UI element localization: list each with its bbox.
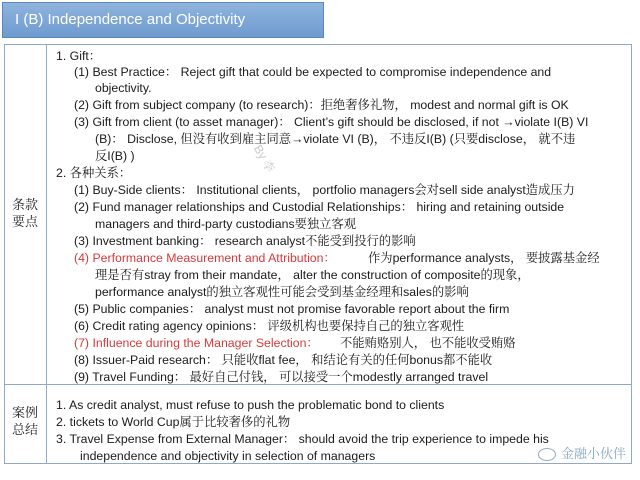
list-item: (5) Public companies： analyst must not promise favorable report about the firm [74, 302, 510, 316]
list-item: 2. 各种关系： [56, 166, 132, 180]
list-item: performance analyst的独立客观性可能会受到基金经理和sales的影响 [95, 285, 469, 299]
clause-label-line-1: 条款 [11, 197, 38, 212]
case-item: 2. tickets to World Cup属于比较奢侈的礼物 [56, 415, 291, 429]
list-item: (2) Fund manager relationships and Custodial Relationships： hiring and retaining outside [74, 200, 565, 214]
list-item: 作为performance analysts， 要披露基金经 [368, 251, 600, 265]
list-item: 理是否有stray from their mandate， alter the construction of composite的现象， [95, 268, 530, 282]
case-item: independence and objectivity in selection of managers [80, 449, 376, 463]
watermark: By 李 [250, 142, 278, 175]
list-item: (6) Credit rating agency opinions： 评级机构也要保持自己的独立客观性 [74, 319, 465, 333]
list-item: managers and third-party custodians要独立客观 [95, 217, 357, 231]
clause-label [4, 196, 46, 230]
label-column-divider [46, 44, 47, 464]
list-item: 不能贿赂别人， 也不能收受贿赂 [340, 336, 516, 350]
cases-label-line-2: 总结 [11, 422, 38, 437]
case-item: 3. Travel Expense from External Manager： should avoid the trip experience to impede his [56, 432, 549, 446]
brand-text: 金融小伙伴 [560, 446, 626, 461]
page-title: I (B) Independence and Objectivity [2, 2, 324, 38]
list-item: (8) Issuer-Paid research： 只能收flat fee， 和结论有关的任何bonus都不能收 [74, 353, 493, 367]
list-item: objectivity. [95, 81, 152, 95]
cases-label [4, 404, 46, 438]
list-item: (9) Travel Funding： 最好自己付钱， 可以接受一个modestly arranged travel [74, 370, 489, 384]
case-item: 1. As credit analyst, must refuse to push the problematic bond to clients [56, 398, 445, 412]
list-item: (1) Buy-Side clients： Institutional clients， portfolio managers会对sell side analyst造成压力 [74, 183, 575, 197]
list-item: (B)： Disclose, 但没有收到雇主同意→violate VI (B)， 不违反I(B) (只要disclose， 就不违 [95, 132, 576, 146]
list-item: (3) Investment banking： research analyst不能受到投行的影响 [74, 234, 416, 248]
clause-label-line-2: 要点 [11, 214, 38, 229]
list-item: (3) Gift from client (to asset manager)： Client’s gift should be disclosed, if not →violate I(B) VI [74, 115, 589, 129]
chat-bubble-icon [538, 448, 556, 461]
list-item-highlighted: (7) Influence during the Manager Selection： [74, 336, 319, 350]
brand-watermark [538, 443, 626, 462]
list-item: (2) Gift from subject company (to research)：拒绝奢侈礼物， modest and normal gift is OK [74, 98, 569, 112]
list-item-highlighted: (4) Performance Measurement and Attribution： [74, 251, 336, 265]
list-item: 反I(B) ) [95, 149, 135, 163]
cases-label-line-1: 案例 [11, 405, 38, 420]
list-item: (1) Best Practice： Reject gift that could be expected to compromise independence and [74, 65, 552, 79]
list-item: 1. Gift： [56, 49, 102, 63]
